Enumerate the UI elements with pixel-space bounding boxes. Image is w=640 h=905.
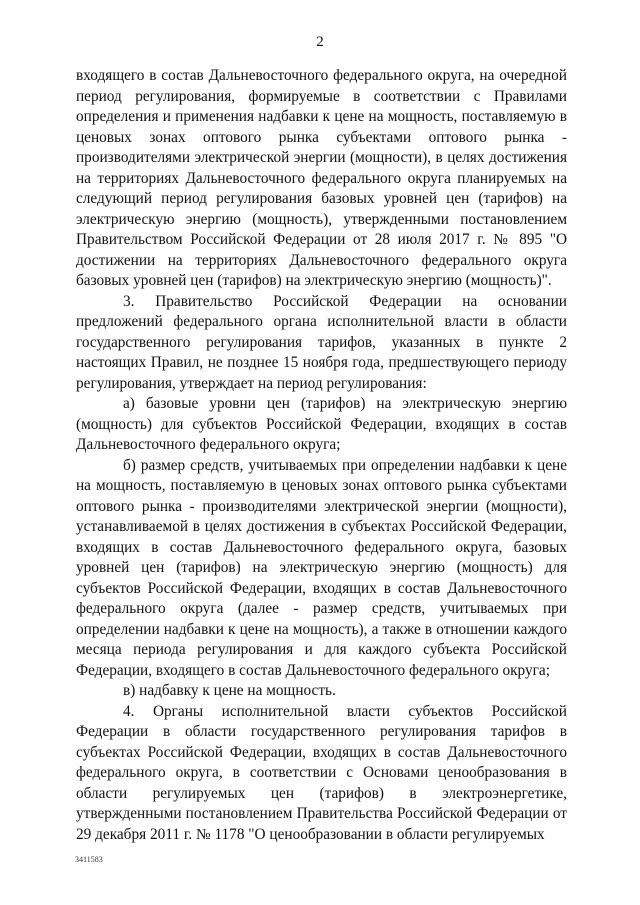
paragraph-subitem-b: б) размер средств, учитываемых при определении надбавки к цене на мощность, поставляемую в ценовых зонах оптового рынка субъектами оптового рынка - производителями электрической энергии (мощности), устанавливаемой в целях достижения в субъектах Российской Федерации, входящих в состав Дальневосточного федерального округа, базовых уровней цен (тарифов) на электрическую энергию (мощность) для субъектов Российской Федерации, входящих в состав Дальневосточного федерального округа (далее - размер средств, учитываемых при определении надбавки к цене на мощность), а также в отношении каждого месяца периода регулирования и для каждого субъекта Российской Федерации, входящего в состав Дальневосточного федерального округа; [76,456,567,679]
paragraph-continuation: входящего в состав Дальневосточного федерального округа, на очередной период регулирования, формируемые в соответствии с Правилами определения и применения надбавки к цене на мощность, поставляемую в ценовых зонах оптового рынка субъектами оптового рынка - производителями электрической энергии (мощности), в целях достижения на территориях Дальневосточного федерального округа планируемых на следующий период регулирования базовых уровней цен (тарифов) на электрическую энергию (мощность), утвержденными постановлением Правительством Российской Федерации от 28 июля 2017 г. № 895 "О достижении на территориях Дальневосточного федерального округа базовых уровней цен (тарифов) на электрическую энергию (мощность)". [76,67,567,289]
document-code: 3411583 [75,855,103,864]
paragraph-subitem-v: в) надбавку к цене на мощность. [123,682,336,699]
page-number: 2 [316,34,324,50]
paragraph-item-4: 4. Органы исполнительной власти субъектов Российской Федерации в области государственного регулирования тарифов в субъектах Российской Федерации, входящих в состав Дальневосточного федерального округа, в соответствии с Основами ценообразования в области регулируемых цен (тарифов) в электроэнергетике, утвержденными постановлением Правительства Российской Федерации от 29 декабря 2011 г. № 1178 "О ценообразовании в области регулируемых [76,702,567,843]
document-body [76,66,567,845]
paragraph-subitem-a: а) базовые уровни цен (тарифов) на электрическую энергию (мощность) для субъектов Российской Федерации, входящих в состав Дальневосточного федерального округа; [76,395,567,453]
paragraph-item-3: 3. Правительство Российской Федерации на основании предложений федерального органа исполнительной власти в области государственного регулирования тарифов, указанных в пункте 2 настоящих Правил, не позднее 15 ноября года, предшествующего периоду регулирования, утверждает на период регулирования: [76,292,567,392]
